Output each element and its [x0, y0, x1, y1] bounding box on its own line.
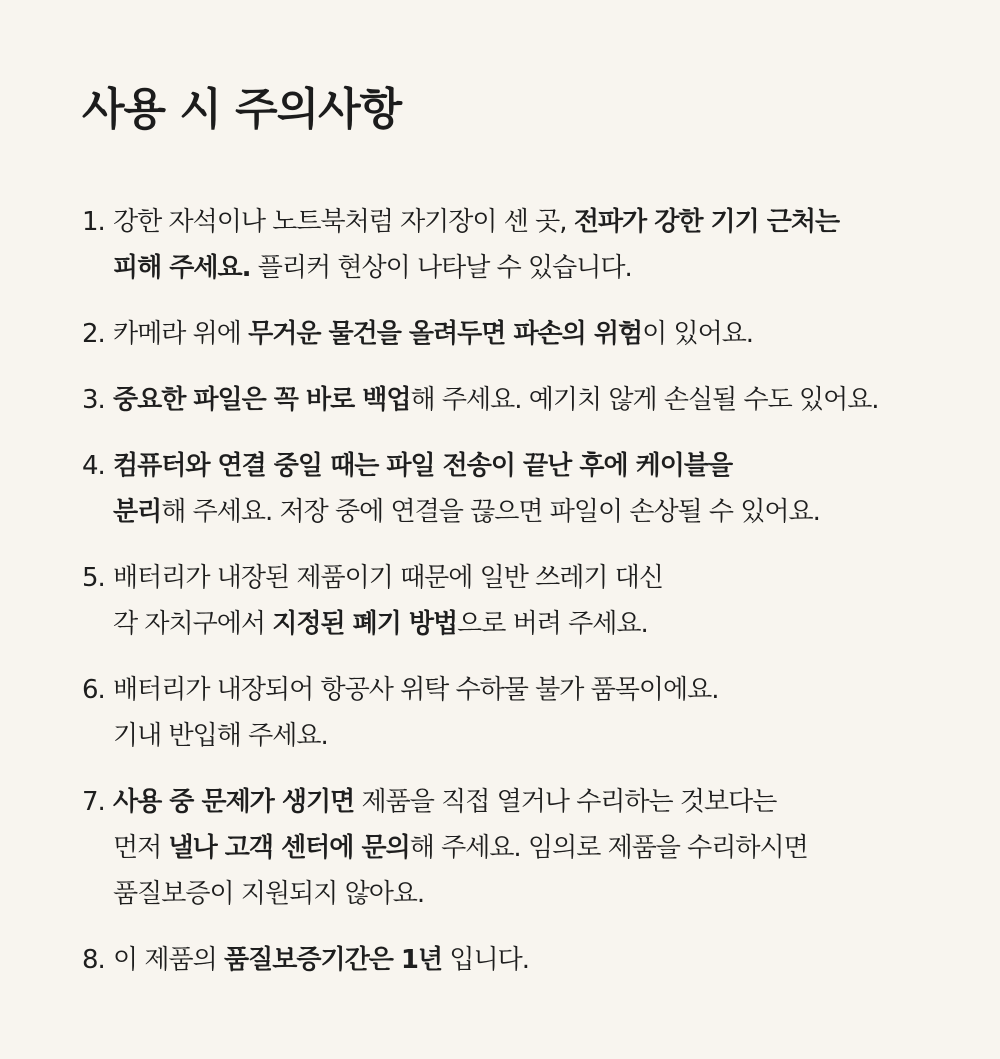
body-text: 배터리가 내장된 제품이기 때문에 일반 쓰레기 대신 [113, 563, 664, 593]
notice-line [113, 199, 839, 245]
body-text: 해 주세요. 저장 중에 연결을 끊으면 파일이 손상될 수 있어요. [161, 497, 820, 527]
notice-number: 4. [82, 451, 105, 481]
body-text: 품질보증이 지원되지 않아요. [113, 879, 425, 909]
notice-text [113, 443, 820, 535]
emphasis-text: 품질보증기간은 1년 [224, 945, 443, 975]
notice-number: 8. [82, 945, 105, 975]
notice-item [82, 443, 879, 535]
notice-line [113, 713, 719, 759]
notice-item [82, 311, 879, 357]
emphasis-text: 전파가 강한 기기 근처는 [573, 207, 840, 237]
notice-line [113, 667, 719, 713]
notice-line [113, 311, 753, 357]
notice-text [113, 555, 663, 647]
body-text: 강한 자석이나 노트북처럼 자기장이 센 곳, [113, 207, 574, 237]
body-text: 입니다. [442, 945, 529, 975]
body-text: 각 자치구에서 [113, 609, 273, 639]
page-title: 사용 시 주의사항 [82, 84, 402, 135]
notice-line [113, 871, 808, 917]
notice-text [113, 311, 753, 357]
emphasis-text: 지정된 폐기 방법 [272, 609, 458, 639]
notice-line [113, 601, 663, 647]
notice-line [113, 825, 808, 871]
notice-number: 7. [82, 787, 105, 817]
notice-number: 2. [82, 319, 105, 349]
notice-number: 1. [82, 207, 105, 237]
emphasis-text: 컴퓨터와 연결 중일 때는 파일 전송이 끝난 후에 케이블을 [113, 451, 733, 481]
notice-line [113, 779, 808, 825]
notice-text [113, 779, 808, 917]
notice-number: 5. [82, 563, 105, 593]
body-text: 배터리가 내장되어 항공사 위탁 수하물 불가 품목이에요. [113, 675, 719, 705]
notice-number: 3. [82, 385, 105, 415]
notice-item [82, 555, 879, 647]
notice-line [113, 937, 529, 983]
notice-text [113, 937, 529, 983]
notice-line [113, 489, 820, 535]
body-text: 플리커 현상이 나타날 수 있습니다. [250, 253, 632, 283]
emphasis-text: 분리 [113, 497, 162, 527]
emphasis-text: 사용 중 문제가 생기면 [113, 787, 355, 817]
notice-item [82, 667, 879, 759]
body-text: 해 주세요. 임의로 제품을 수리하시면 [409, 833, 808, 863]
notice-text [113, 377, 879, 423]
emphasis-text: 낼나 고객 센터에 문의 [168, 833, 410, 863]
body-text: 기내 반입해 주세요. [113, 721, 328, 751]
notice-text [113, 199, 839, 291]
notice-line [113, 555, 663, 601]
emphasis-text: 무거운 물건을 올려두면 파손의 위험 [248, 319, 643, 349]
notice-item [82, 199, 879, 291]
notice-line [113, 377, 879, 423]
notice-line [113, 245, 839, 291]
body-text: 이 있어요. [642, 319, 754, 349]
body-text: 해 주세요. 예기치 않게 손실될 수도 있어요. [410, 385, 879, 415]
body-text: 카메라 위에 [113, 319, 249, 349]
notice-item [82, 779, 879, 917]
body-text: 제품을 직접 열거나 수리하는 것보다는 [354, 787, 777, 817]
body-text: 으로 버려 주세요. [457, 609, 648, 639]
notice-line [113, 443, 820, 489]
emphasis-text: 중요한 파일은 꼭 바로 백업 [113, 385, 411, 415]
body-text: 먼저 [113, 833, 169, 863]
notice-text [113, 667, 719, 759]
notice-list [82, 199, 879, 1003]
emphasis-text: 피해 주세요. [113, 253, 251, 283]
body-text: 이 제품의 [113, 945, 224, 975]
notice-item [82, 937, 879, 983]
notice-number: 6. [82, 675, 105, 705]
notice-item [82, 377, 879, 423]
